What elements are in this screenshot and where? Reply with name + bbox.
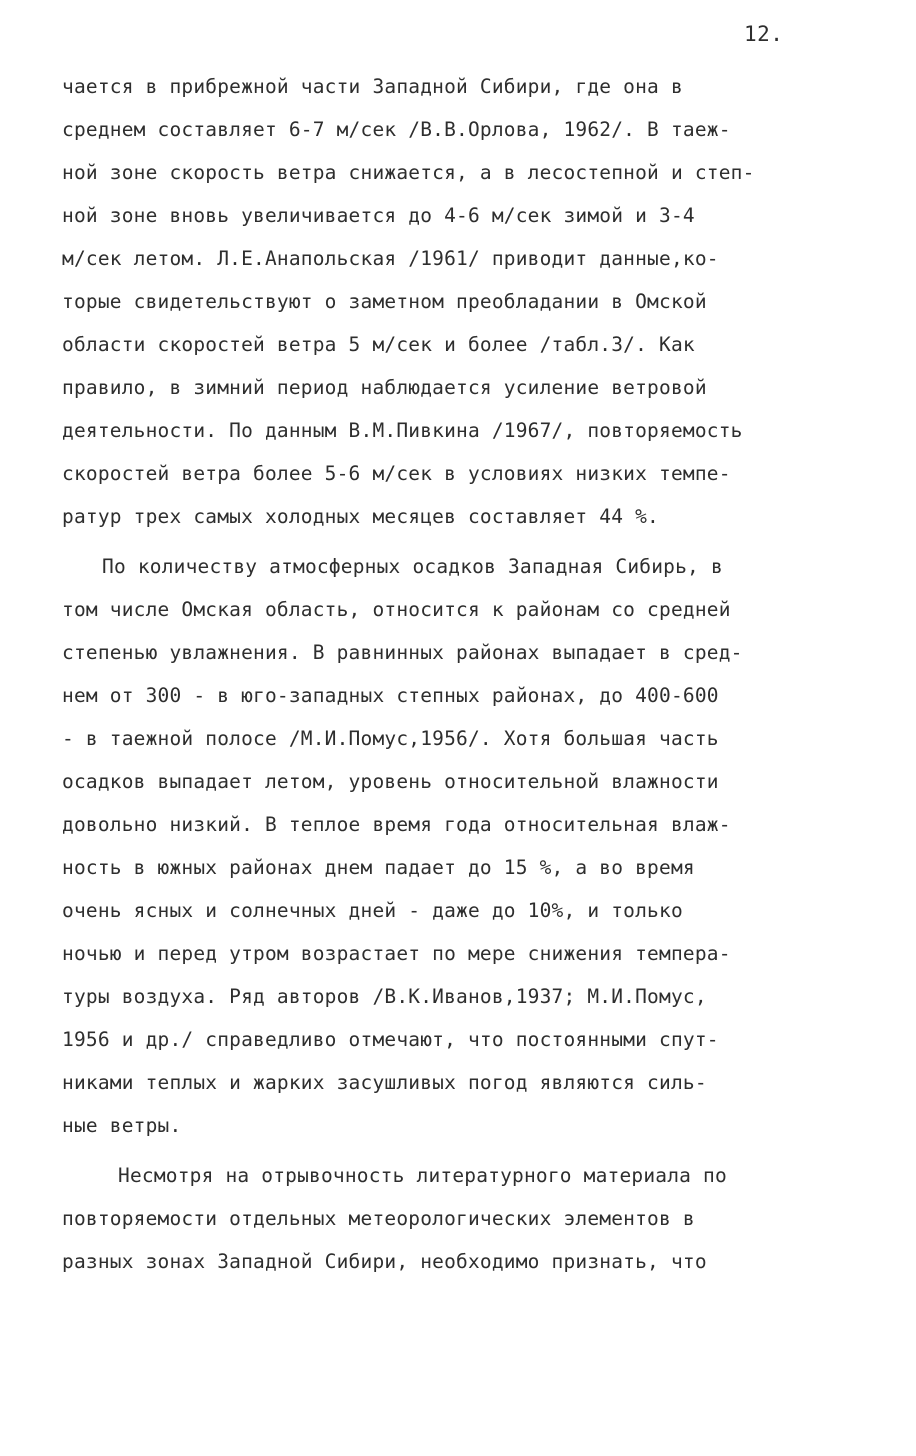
text-line: По количеству атмосферных осадков Западная Сибирь, в bbox=[102, 555, 723, 578]
text-line: повторяемости отдельных метеорологических элементов в bbox=[62, 1207, 695, 1230]
text-line: нем от 300 - в юго-западных степных районах, до 400-600 bbox=[62, 684, 719, 707]
text-line: - в таежной полосе /М.И.Помус,1956/. Хотя большая часть bbox=[62, 727, 719, 750]
text-line: разных зонах Западной Сибири, необходимо признать, что bbox=[62, 1250, 707, 1273]
text-line: торые свидетельствуют о заметном преобладании в Омской bbox=[62, 290, 707, 313]
text-line: среднем составляет 6-7 м/сек /В.В.Орлова, 1962/. В таеж- bbox=[62, 118, 731, 141]
text-line: довольно низкий. В теплое время года относительная влаж- bbox=[62, 813, 731, 836]
text-line: степенью увлажнения. В равнинных районах выпадает в сред- bbox=[62, 641, 743, 664]
text-line: правило, в зимний период наблюдается усиление ветровой bbox=[62, 376, 707, 399]
text-line: никами теплых и жарких засушливых погод являются силь- bbox=[62, 1071, 707, 1094]
text-line: чается в прибрежной части Западной Сибири, где она в bbox=[62, 75, 683, 98]
text-line: ность в южных районах днем падает до 15 %, а во время bbox=[62, 856, 695, 879]
text-line: м/сек летом. Л.Е.Анапольская /1961/ приводит данные,ко- bbox=[62, 247, 719, 270]
text-line: очень ясных и солнечных дней - даже до 10%, и только bbox=[62, 899, 683, 922]
text-line: осадков выпадает летом, уровень относительной влажности bbox=[62, 770, 719, 793]
document-body bbox=[62, 65, 862, 1283]
paragraph-3 bbox=[62, 1154, 862, 1283]
text-line: деятельности. По данным В.М.Пивкина /1967/, повторяемость bbox=[62, 419, 743, 442]
paragraph-1 bbox=[62, 65, 862, 538]
page-number: 12. bbox=[744, 22, 784, 46]
text-line: ратур трех самых холодных месяцев составляет 44 %. bbox=[62, 505, 659, 528]
text-line: области скоростей ветра 5 м/сек и более /табл.3/. Как bbox=[62, 333, 695, 356]
text-line: 1956 и др./ справедливо отмечают, что постоянными спут- bbox=[62, 1028, 719, 1051]
text-line: ной зоне вновь увеличивается до 4-6 м/сек зимой и 3-4 bbox=[62, 204, 695, 227]
text-line: туры воздуха. Ряд авторов /В.К.Иванов,1937; М.И.Помус, bbox=[62, 985, 707, 1008]
text-line: Несмотря на отрывочность литературного материала по bbox=[118, 1164, 727, 1187]
paragraph-2 bbox=[62, 545, 862, 1147]
text-line: ночью и перед утром возрастает по мере снижения темпера- bbox=[62, 942, 731, 965]
text-line: том числе Омская область, относится к районам со средней bbox=[62, 598, 731, 621]
text-line: скоростей ветра более 5-6 м/сек в условиях низких темпе- bbox=[62, 462, 731, 485]
text-line: ной зоне скорость ветра снижается, а в лесостепной и степ- bbox=[62, 161, 755, 184]
text-line: ные ветры. bbox=[62, 1114, 182, 1137]
